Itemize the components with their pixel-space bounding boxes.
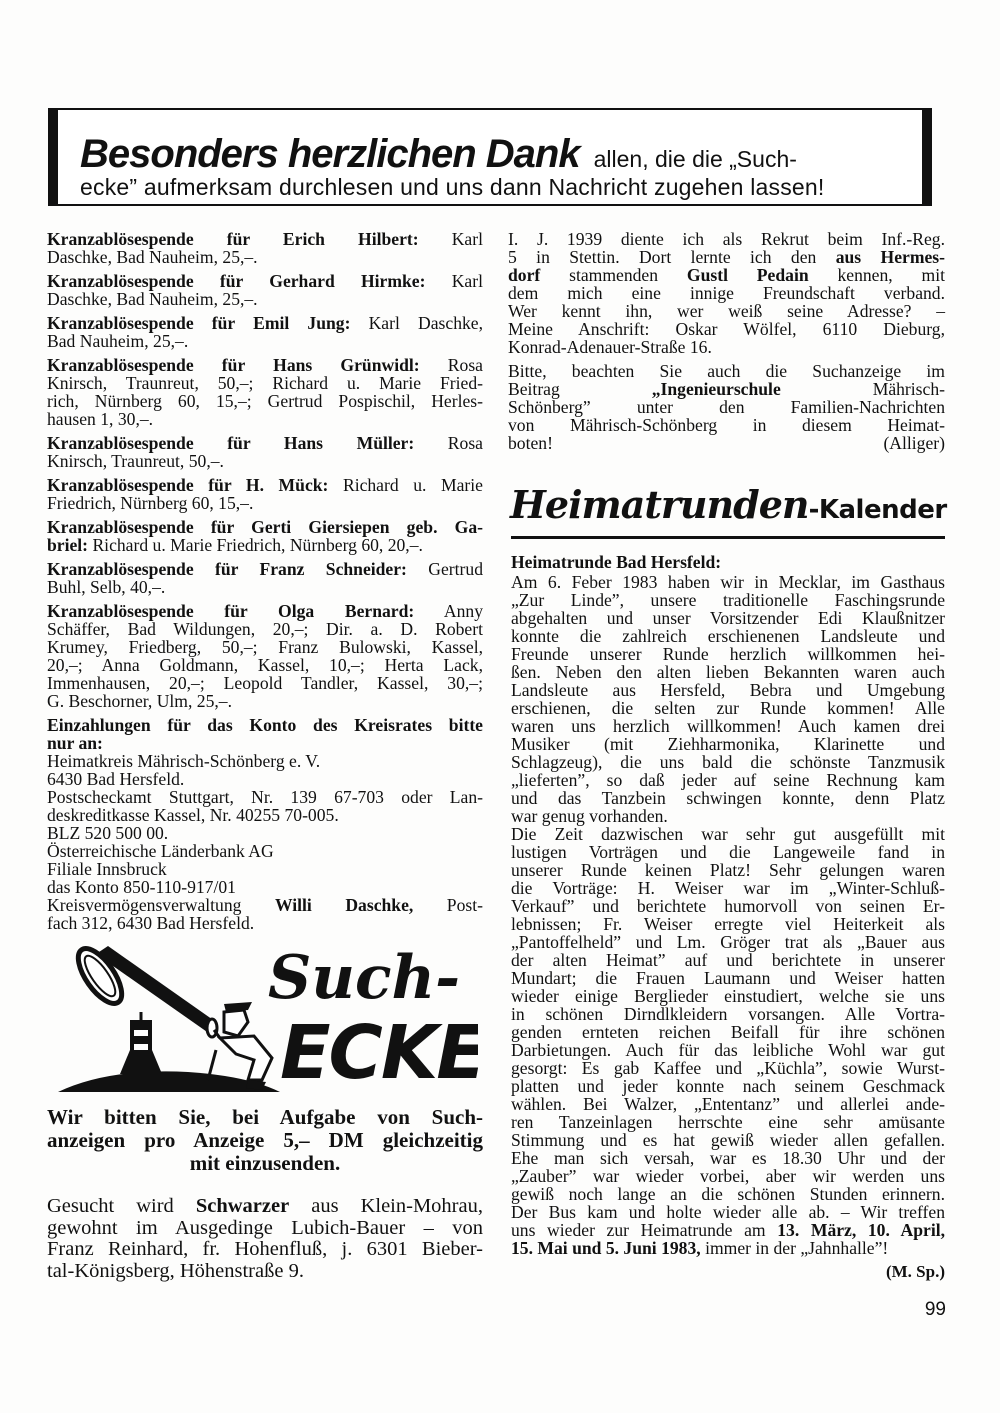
report-line: Die Zeit dazwischen war sehr gut ausgefüllt mit: [511, 824, 945, 844]
donation-line: Knirsch, Traunreut, 50,–.: [47, 451, 224, 471]
thanks-banner: [48, 108, 932, 206]
note-line: [508, 434, 945, 452]
banner-title: Besonders herzlichen Dank: [80, 132, 580, 176]
donation-line: 20,–; Anna Goldmann, Kassel, 10,–; Herta Lack,: [47, 655, 483, 675]
notice-line: anzeigen pro Anzeige 5,– DM gleichzeitig: [47, 1128, 483, 1152]
report-line: Freunde unserer Runde herzlich willkommen hei-: [511, 644, 945, 664]
report-line: Darbietungen. Auch für das leibliche Wohl war gut: [511, 1040, 945, 1060]
page-number: 99: [924, 1299, 946, 1320]
donation-line: Kranzablösespende für Olga Bernard: Anny: [47, 601, 483, 621]
report-signoff: (M. Sp.): [885, 1262, 945, 1281]
report-line: Landsleute aus Hersfeld, Bebra und Umgebung: [511, 680, 945, 700]
search-ad-line: Franz Reinhard, fr. Hohenfluß, j. 6301 Bieber-: [47, 1238, 483, 1260]
payment-line: BLZ 520 500 00.: [47, 823, 169, 843]
payment-line: Kreisvermögensverwaltung Willi Daschke, Post-: [47, 895, 483, 915]
report-line: „Zur Linde”, unsere traditionelle Faschingsrunde: [511, 590, 945, 610]
report-line: Musiker (mit Ziehharmonika, Klarinette und: [511, 734, 945, 754]
ad-line: Konrad-Adenauer-Straße 16.: [508, 337, 712, 357]
report-line: Schlagzeug), die uns bald die schönste Tanzmusik: [511, 752, 945, 772]
donation-entry: [47, 476, 483, 512]
banner-line-1: [80, 132, 797, 177]
report-line: unserer Runde keinen Platz! Sehr gelungen waren: [511, 860, 945, 880]
report-line: in schönen Dirndlkleidern vorsangen. Alle Vortra-: [511, 1004, 945, 1024]
donations-list: [47, 230, 483, 710]
report-line: gewiß noch lange an die schönen Stunden erinnern.: [511, 1184, 945, 1204]
report-line: Der Bus kam und holte wieder alle ab. – Wir treffen: [511, 1202, 945, 1222]
notice-line: Wir bitten Sie, bei Aufgabe von Such-: [47, 1105, 483, 1129]
donation-entry: [47, 434, 483, 470]
kalender-report: [511, 573, 945, 1257]
logo-block-text: ECKE: [280, 1010, 478, 1096]
report-line: ren Tanzeinlagen herrschte eine sehr amüsante: [511, 1112, 945, 1132]
kalender-heading-suffix: -Kalender: [808, 495, 947, 525]
donation-line: Friedrich, Nürnberg 60, 15,–.: [47, 493, 254, 513]
report-line: und das Tanzbein schwingen konnte, denn Platz: [511, 788, 945, 808]
search-ad-schwarzer: [47, 1196, 483, 1282]
donation-line: rich, Nürnberg 60, 15,–; Gertrud Pospischil, Herles-: [47, 391, 483, 411]
report-line: der alten Heimat” auf und berichtete in unserer: [511, 950, 945, 970]
ad-line: I. J. 1939 diente ich als Rekrut beim Inf.-Reg.: [508, 229, 945, 249]
report-line: Ehe man sich versah, war es 18.30 Uhr und der: [511, 1148, 945, 1168]
fee-notice: [47, 1106, 483, 1175]
report-line: Mundart; die Frauen Laumann und Weiser hatten: [511, 968, 945, 988]
such-ecke-logo: [48, 940, 478, 1100]
search-ad-line: gewohnt im Ausgedinge Lubich-Bauer – von: [47, 1216, 483, 1239]
donation-line: Kranzablösespende für Emil Jung: Karl Daschke,: [47, 313, 483, 333]
search-ad-line: tal-Königsberg, Höhenstraße 9.: [47, 1259, 304, 1282]
payment-line: deskreditkasse Kassel, Nr. 40255 70-005.: [47, 805, 339, 825]
ad-line: dem mich eine innige Freundschaft verband.: [508, 283, 945, 303]
note-line: Beitrag „Ingenieurschule Mährisch-: [508, 379, 945, 399]
report-line: lebnissen; Fr. Weiser erregte viel Heiterkeit als: [511, 914, 945, 934]
ad-line: Meine Anschrift: Oskar Wölfel, 6110 Dieburg,: [508, 319, 945, 339]
donation-entry: [47, 272, 483, 308]
payment-line: das Konto 850-110-917/01: [47, 877, 236, 897]
ad-line: dorf stammenden Gustl Pedain kennen, mit: [508, 265, 945, 285]
payment-line: Österreichische Länderbank AG: [47, 841, 274, 861]
report-line: „lieferten”, so daß jeder auf seine Rechnung kam: [511, 770, 945, 790]
donation-line: hausen 1, 30,–.: [47, 409, 154, 429]
kalender-subheading: Heimatrunde Bad Hersfeld:: [511, 552, 722, 572]
donation-line: Kranzablösespende für Gerhard Hirmke: Karl: [47, 271, 483, 291]
donation-line: Kranzablösespende für Hans Grünwidl: Rosa: [47, 355, 483, 375]
banner-subtitle-part2: ecke” aufmerksam durchlesen und uns dann Nachricht zugehen lassen!: [80, 174, 825, 200]
payment-line: Postscheckamt Stuttgart, Nr. 139 67-703 oder Lan-: [47, 787, 483, 807]
note-line: von Mährisch-Schönberg in diesem Heimat-: [508, 415, 945, 435]
donation-entry: [47, 356, 483, 428]
donation-line: G. Beschorner, Ulm, 25,–.: [47, 691, 232, 711]
ad-line: 5 in Stettin. Dort lernte ich den aus Hermes-: [508, 247, 945, 267]
report-line: genden ernteten reichen Beifall für ihre schönen: [511, 1022, 945, 1042]
report-line: Verkauf” und berichtete humorvoll von seinen Er-: [511, 896, 945, 916]
report-line: ßen. Neben den alten lieben Bekannten waren auch: [511, 662, 945, 682]
ad-line: Wer kennt ihn, wer weiß seine Adresse? –: [508, 301, 945, 321]
donation-line: Schäffer, Bad Wildungen, 20,–; Dir. a. D. Robert: [47, 619, 483, 639]
payment-info: [47, 716, 483, 932]
donation-line: Kranzablösespende für Franz Schneider: Gertrud: [47, 559, 483, 579]
note-author: (Alliger): [883, 433, 945, 453]
left-column: [47, 230, 483, 938]
search-ad-line: Gesucht wird Schwarzer aus Klein-Mohrau,: [47, 1195, 483, 1217]
donation-line: Knirsch, Traunreut, 50,–; Richard u. Marie Fried-: [47, 373, 483, 393]
donation-entry: [47, 602, 483, 710]
report-line: waren uns herzlich willkommen! Auch kamen drei: [511, 716, 945, 736]
notice-line: mit einzusenden.: [189, 1151, 341, 1175]
report-line: wieder einige Berglieder einstudiert, welche sie uns: [511, 986, 945, 1006]
report-line: die Vorträge: H. Weiser war im „Winter-Schluß-: [511, 878, 945, 898]
donation-entry: [47, 518, 483, 554]
note-line: Schönberg” unter den Familien-Nachrichten: [508, 397, 945, 417]
donation-entry: [47, 560, 483, 596]
donation-line: briel: Richard u. Marie Friedrich, Nürnberg 60, 20,–.: [47, 535, 423, 555]
report-line: 15. Mai und 5. Juni 1983, immer in der „Jahnhalle”!: [511, 1238, 889, 1258]
payment-line: Heimatkreis Mährisch-Schönberg e. V.: [47, 751, 321, 771]
donation-line: Krumey, Friedberg, 50,–; Franz Bulowski, Kassel,: [47, 637, 483, 657]
donation-line: Daschke, Bad Nauheim, 25,–.: [47, 289, 258, 309]
payment-line: fach 312, 6430 Bad Hersfeld.: [47, 913, 255, 933]
logo-script-text: Such-: [268, 943, 461, 1013]
report-line: „Pantoffelheld” und Lm. Gröger trat als „Bauer aus: [511, 932, 945, 952]
report-line: abgehalten und unser Vorsitzender Edi Klaußnitzer: [511, 608, 945, 628]
donation-line: Immenhausen, 20,–; Leopold Tandler, Kassel, 30,–;: [47, 673, 483, 693]
donation-line: Kranzablösespende für H. Mück: Richard u. Marie: [47, 475, 483, 495]
report-line: war genug vorhanden.: [511, 806, 668, 826]
reference-note: [508, 362, 945, 452]
report-line: Am 6. Feber 1983 haben wir in Mecklar, im Gasthaus: [511, 572, 945, 592]
donation-line: Daschke, Bad Nauheim, 25,–.: [47, 247, 258, 267]
right-column: [508, 230, 945, 458]
report-line: konnte die zahlreich erschienenen Landsleute und: [511, 626, 945, 646]
report-line: uns wieder zur Heimatrunde am 13. März, 10. April,: [511, 1220, 945, 1240]
payment-heading-line: Einzahlungen für das Konto des Kreisrates bitte: [47, 715, 483, 735]
donation-entry: [47, 314, 483, 350]
payment-lines: [47, 752, 483, 896]
banner-subtitle-part1: allen, die die „Such-: [593, 146, 797, 172]
report-line: Stimmung und es hat gewiß wieder allen gefallen.: [511, 1130, 945, 1150]
report-line: gesorgt: Es gab Kaffee und „Küchla”, sowie Wurst-: [511, 1058, 945, 1078]
payment-line: Filiale Innsbruck: [47, 859, 167, 879]
kalender-heading: [510, 482, 946, 530]
note-line: Bitte, beachten Sie auch die Suchanzeige im: [508, 361, 945, 381]
report-line: „Zauber” war wieder vorbei, aber wir werden uns: [511, 1166, 945, 1186]
report-line: wählen. Bei Walzer, „Ententanz” und allerlei ande-: [511, 1094, 945, 1114]
report-line: lustigen Vorträgen und die Langeweile fand in: [511, 842, 945, 862]
donation-line: Kranzablösespende für Gerti Giersiepen geb. Ga-: [47, 517, 483, 537]
donation-line: Kranzablösespende für Erich Hilbert: Karl: [47, 229, 483, 249]
report-line: platten und jeder konnte nach seinem Geschmack: [511, 1076, 945, 1096]
kalender-heading-script: Heimatrunden: [510, 482, 809, 527]
donation-line: Kranzablösespende für Hans Müller: Rosa: [47, 433, 483, 453]
note-last-line: boten!: [508, 433, 553, 453]
payment-line: 6430 Bad Hersfeld.: [47, 769, 185, 789]
search-ad-pedain: [508, 230, 945, 356]
report-line: erschienen, die selten zur Runde kommen! Alle: [511, 698, 945, 718]
kalender-report-lines: [511, 573, 945, 1221]
donation-line: Bad Nauheim, 25,–.: [47, 331, 189, 351]
payment-heading-line: nur an:: [47, 733, 103, 753]
man-with-telescope-icon: [48, 940, 478, 1100]
donation-entry: [47, 230, 483, 266]
heading-rule-divider: [511, 536, 945, 539]
donation-line: Buhl, Selb, 40,–.: [47, 577, 166, 597]
